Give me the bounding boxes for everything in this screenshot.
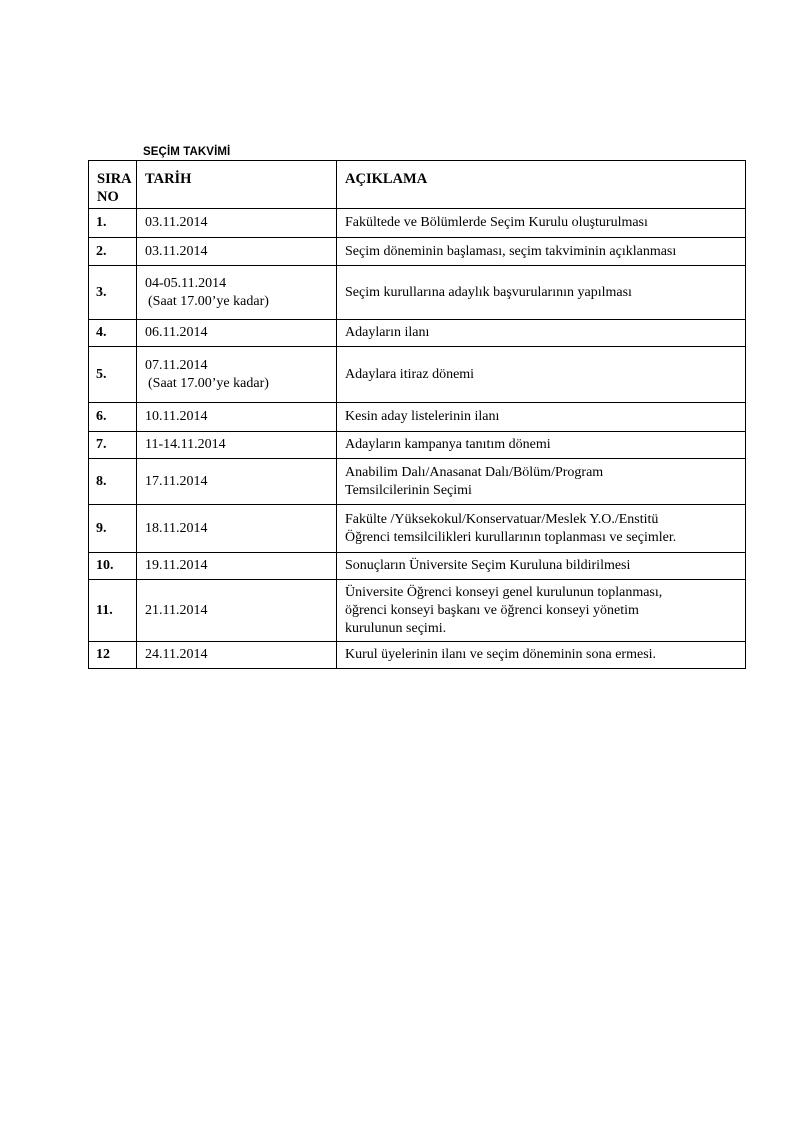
row-no: 5.	[89, 347, 137, 403]
table-row	[89, 403, 746, 432]
row-no: 1.	[89, 209, 137, 238]
row-date-note: (Saat 17.00’ye kadar)	[148, 293, 269, 309]
table-row	[89, 580, 746, 642]
row-date-value: 07.11.2014	[145, 357, 208, 373]
row-no: 2.	[89, 238, 137, 266]
row-date: 18.11.2014	[137, 505, 337, 553]
row-date: 17.11.2014	[137, 459, 337, 505]
row-date: 10.11.2014	[137, 403, 337, 432]
row-no: 4.	[89, 320, 137, 347]
row-description-line: kurulunun seçimi.	[345, 620, 447, 636]
row-no: 11.	[89, 580, 137, 642]
row-description-line: Fakülte /Yüksekokul/Konservatuar/Meslek Y.O./Enstitü	[345, 511, 659, 527]
table-row	[89, 505, 746, 553]
table-row	[89, 459, 746, 505]
table-row	[89, 209, 746, 238]
row-description: Kurul üyelerinin ilanı ve seçim döneminin sona ermesi.	[337, 642, 746, 669]
header-no	[89, 161, 137, 209]
row-date: 03.11.2014	[137, 238, 337, 266]
row-no: 3.	[89, 266, 137, 320]
row-no: 8.	[89, 459, 137, 505]
header-date: TARİH	[137, 161, 337, 209]
row-date: 11-14.11.2014	[137, 432, 337, 459]
row-description-line: Üniversite Öğrenci konseyi genel kurulunun toplanması,	[345, 584, 663, 600]
table-row	[89, 553, 746, 580]
row-no: 9.	[89, 505, 137, 553]
row-description	[337, 580, 746, 642]
page-title: SEÇİM TAKVİMİ	[143, 146, 231, 158]
table-row	[89, 238, 746, 266]
row-description-line: Öğrenci temsilcilikleri kurullarının toplanması ve seçimler.	[345, 529, 677, 545]
row-date: 06.11.2014	[137, 320, 337, 347]
header-description: AÇIKLAMA	[337, 161, 746, 209]
table-row	[89, 432, 746, 459]
row-description: Sonuçların Üniversite Seçim Kuruluna bildirilmesi	[337, 553, 746, 580]
row-description: Fakültede ve Bölümlerde Seçim Kurulu oluşturulması	[337, 209, 746, 238]
row-description: Seçim döneminin başlaması, seçim takviminin açıklanması	[337, 238, 746, 266]
row-no: 12	[89, 642, 137, 669]
row-date: 03.11.2014	[137, 209, 337, 238]
row-no: 6.	[89, 403, 137, 432]
row-date: 19.11.2014	[137, 553, 337, 580]
table-row	[89, 266, 746, 320]
table-row	[89, 347, 746, 403]
table-header-row	[89, 161, 746, 209]
header-no-line2: NO	[97, 189, 119, 205]
row-description	[337, 505, 746, 553]
table-row	[89, 642, 746, 669]
row-description-line: Temsilcilerinin Seçimi	[345, 482, 472, 498]
row-no: 7.	[89, 432, 137, 459]
row-date-value: 04-05.11.2014	[145, 275, 227, 291]
row-date	[137, 347, 337, 403]
row-description: Seçim kurullarına adaylık başvurularının yapılması	[337, 266, 746, 320]
row-date	[137, 266, 337, 320]
row-description: Adaylara itiraz dönemi	[337, 347, 746, 403]
row-description	[337, 459, 746, 505]
row-no: 10.	[89, 553, 137, 580]
row-date: 21.11.2014	[137, 580, 337, 642]
election-schedule-table	[88, 160, 746, 669]
row-date: 24.11.2014	[137, 642, 337, 669]
row-description: Adayların ilanı	[337, 320, 746, 347]
row-description-line: öğrenci konseyi başkanı ve öğrenci konseyi yönetim	[345, 602, 639, 618]
row-description: Kesin aday listelerinin ilanı	[337, 403, 746, 432]
row-description: Adayların kampanya tanıtım dönemi	[337, 432, 746, 459]
row-description-line: Anabilim Dalı/Anasanat Dalı/Bölüm/Program	[345, 464, 604, 480]
table-row	[89, 320, 746, 347]
header-no-line1: SIRA	[97, 171, 132, 187]
row-date-note: (Saat 17.00’ye kadar)	[148, 375, 269, 391]
